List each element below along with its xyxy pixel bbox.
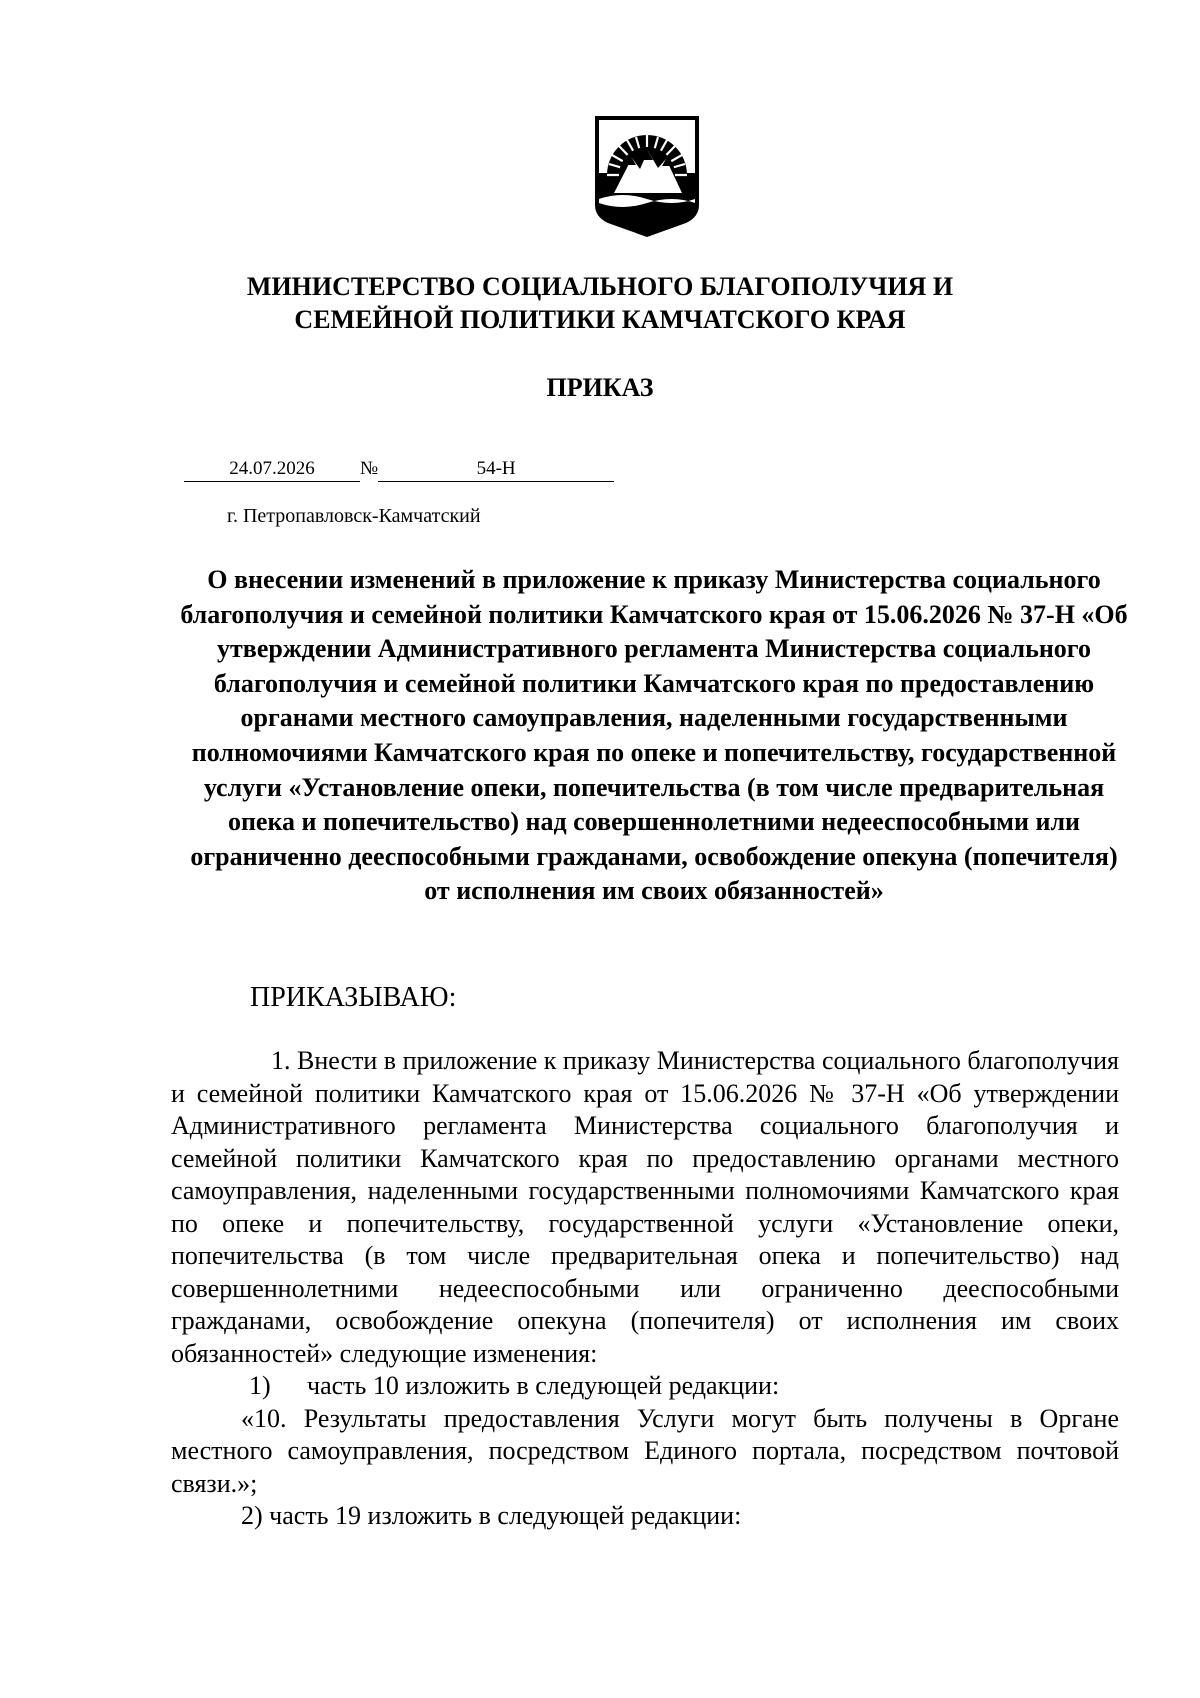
list-item-1-number: 1) (249, 1371, 271, 1400)
kamchatka-coat-of-arms-icon (592, 113, 702, 239)
list-item-2: 2) часть 19 изложить в следующей редакции: (241, 1501, 742, 1530)
quote-1: «10. Результаты предоставления Услуги могут быть получены в Органе местного самоуправления, посредством Единого портала, посредством почтовой связи.»; (171, 1403, 1119, 1498)
order-number: 54-Н (378, 458, 614, 482)
order-body (171, 1045, 1119, 1533)
document-type: ПРИКАЗ (546, 373, 654, 402)
order-date: 24.07.2026 (184, 458, 360, 482)
order-date-number-line (184, 458, 614, 482)
number-sign: № (360, 458, 379, 479)
order-word: ПРИКАЗЫВАЮ: (250, 982, 457, 1013)
order-subject: О внесении изменений в приложение к приказу Министерства социального благополучия и семейной политики Камчатского края от 15.06.2026 № 37-Н «Об утверждении Административного регламента Министерства социального благополучия и семейной политики Камчатского края по предоставлению органами местного самоуправления, наделенными государственными полномочиями Камчатского края по опеке и попечительству, государственной услуги «Установление опеки, попечительства (в том числе предварительная опека и попечительство) над совершеннолетними недееспособными или ограниченно дееспособными гражданами, освобождение опекуна (попечителя) от исполнения им своих обязанностей» (180, 565, 1128, 906)
ministry-name (0, 270, 1200, 336)
list-item-1-text: часть 10 изложить в следующей редакции: (307, 1371, 780, 1400)
ministry-name-line2: СЕМЕЙНОЙ ПОЛИТИКИ КАМЧАТСКОГО КРАЯ (294, 305, 906, 334)
ministry-name-line1: МИНИСТЕРСТВО СОЦИАЛЬНОГО БЛАГОПОЛУЧИЯ И (246, 272, 954, 301)
list-item-1 (171, 1370, 1119, 1403)
paragraph-1: 1. Внести в приложение к приказу Министерства социального благополучия и семейной политики Камчатского края от 15.06.2026 № 37-Н «Об утверждении Административного регламента Министерства социального благополучия и семейной политики Камчатского края по предоставлению органами местного самоуправления, наделенными государственными полномочиями Камчатского края по опеке и попечительству, государственной услуги «Установление опеки, попечительства (в том числе предварительная опека и попечительство) над совершеннолетними недееспособными или ограниченно дееспособными гражданами, освобождение опекуна (попечителя) от исполнения им своих обязанностей» следующие изменения: (171, 1046, 1119, 1368)
city: г. Петропавловск-Камчатский (227, 505, 481, 527)
